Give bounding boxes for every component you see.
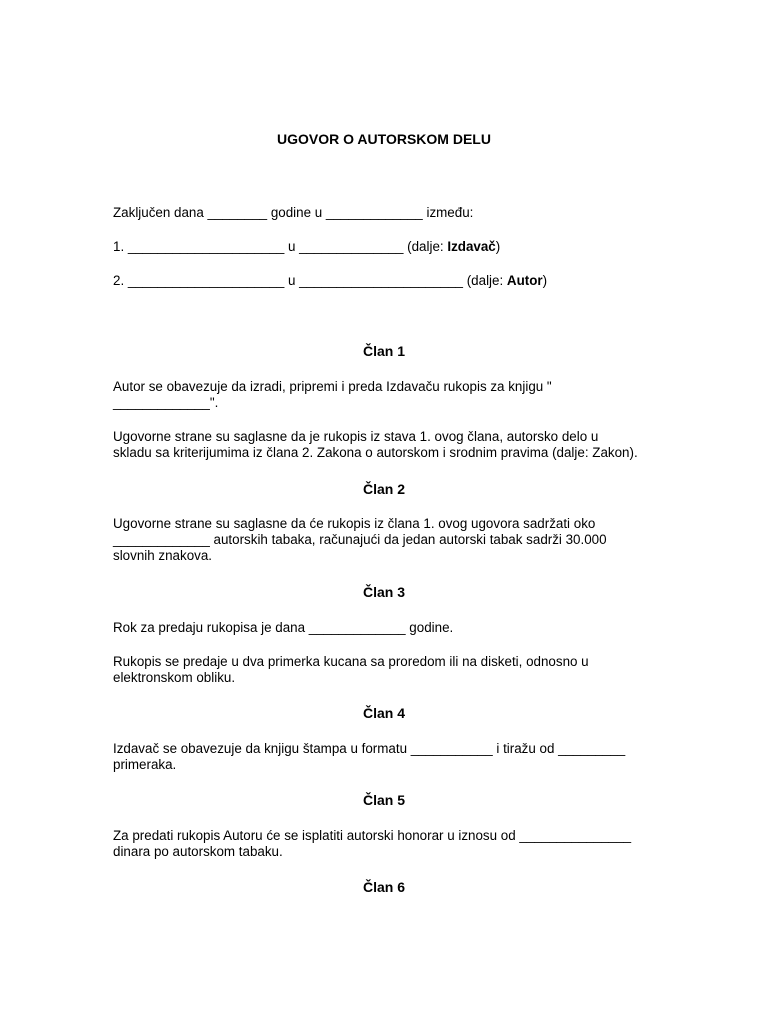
- party-1-role: Izdavač: [447, 239, 496, 254]
- article-2-heading: Član 2: [362, 481, 405, 497]
- document-title: UGOVOR O AUTORSKOM DELU: [277, 131, 491, 147]
- party-2-text: 2. _____________________ u ______________________ (dalje:: [113, 273, 507, 288]
- article-1-paragraph-2: Ugovorne strane su saglasne da je rukopis iz stava 1. ovog člana, autorsko delo u skladu sa kriterijumima iz člana 2. Zakona o autorskom i srodnim pravima (dalje: Zakon).: [113, 429, 638, 460]
- party-2-line: [113, 273, 547, 289]
- article-1-heading: Član 1: [362, 343, 405, 359]
- article-4-heading: Član 4: [362, 705, 405, 721]
- article-6-heading: Član 6: [362, 879, 405, 895]
- party-1-suffix: ): [495, 239, 501, 254]
- party-2-role: Autor: [506, 273, 543, 288]
- party-1-text: 1. _____________________ u ______________ (dalje:: [113, 239, 448, 254]
- article-5-paragraph-1: Za predati rukopis Autoru će se isplatiti autorski honorar u iznosu od _______________ dinara po autorskom tabaku.: [113, 828, 632, 859]
- article-3-heading: Član 3: [362, 584, 405, 600]
- article-5-heading: Član 5: [362, 792, 405, 808]
- party-2-suffix: ): [542, 273, 548, 288]
- intro-line: Zaključen dana ________ godine u _____________ između:: [113, 205, 474, 220]
- article-4-paragraph-1: Izdavač se obavezuje da knjigu štampa u formatu ___________ i tiražu od _________ primeraka.: [113, 741, 626, 772]
- article-1-paragraph-1: Autor se obavezuje da izradi, pripremi i preda Izdavaču rukopis za knjigu " _____________".: [113, 379, 552, 410]
- article-3-paragraph-2: Rukopis se predaje u dva primerka kucana sa proredom ili na disketi, odnosno u elektronskom obliku.: [113, 654, 589, 685]
- party-1-line: [113, 239, 500, 255]
- article-3-paragraph-1: Rok za predaju rukopisa je dana _____________ godine.: [113, 620, 454, 635]
- article-2-paragraph-1: Ugovorne strane su saglasne da će rukopis iz člana 1. ovog ugovora sadržati oko _____________ autorskih tabaka, računajući da jedan autorski tabak sadrži 30.000 slovnih znakova.: [113, 516, 607, 563]
